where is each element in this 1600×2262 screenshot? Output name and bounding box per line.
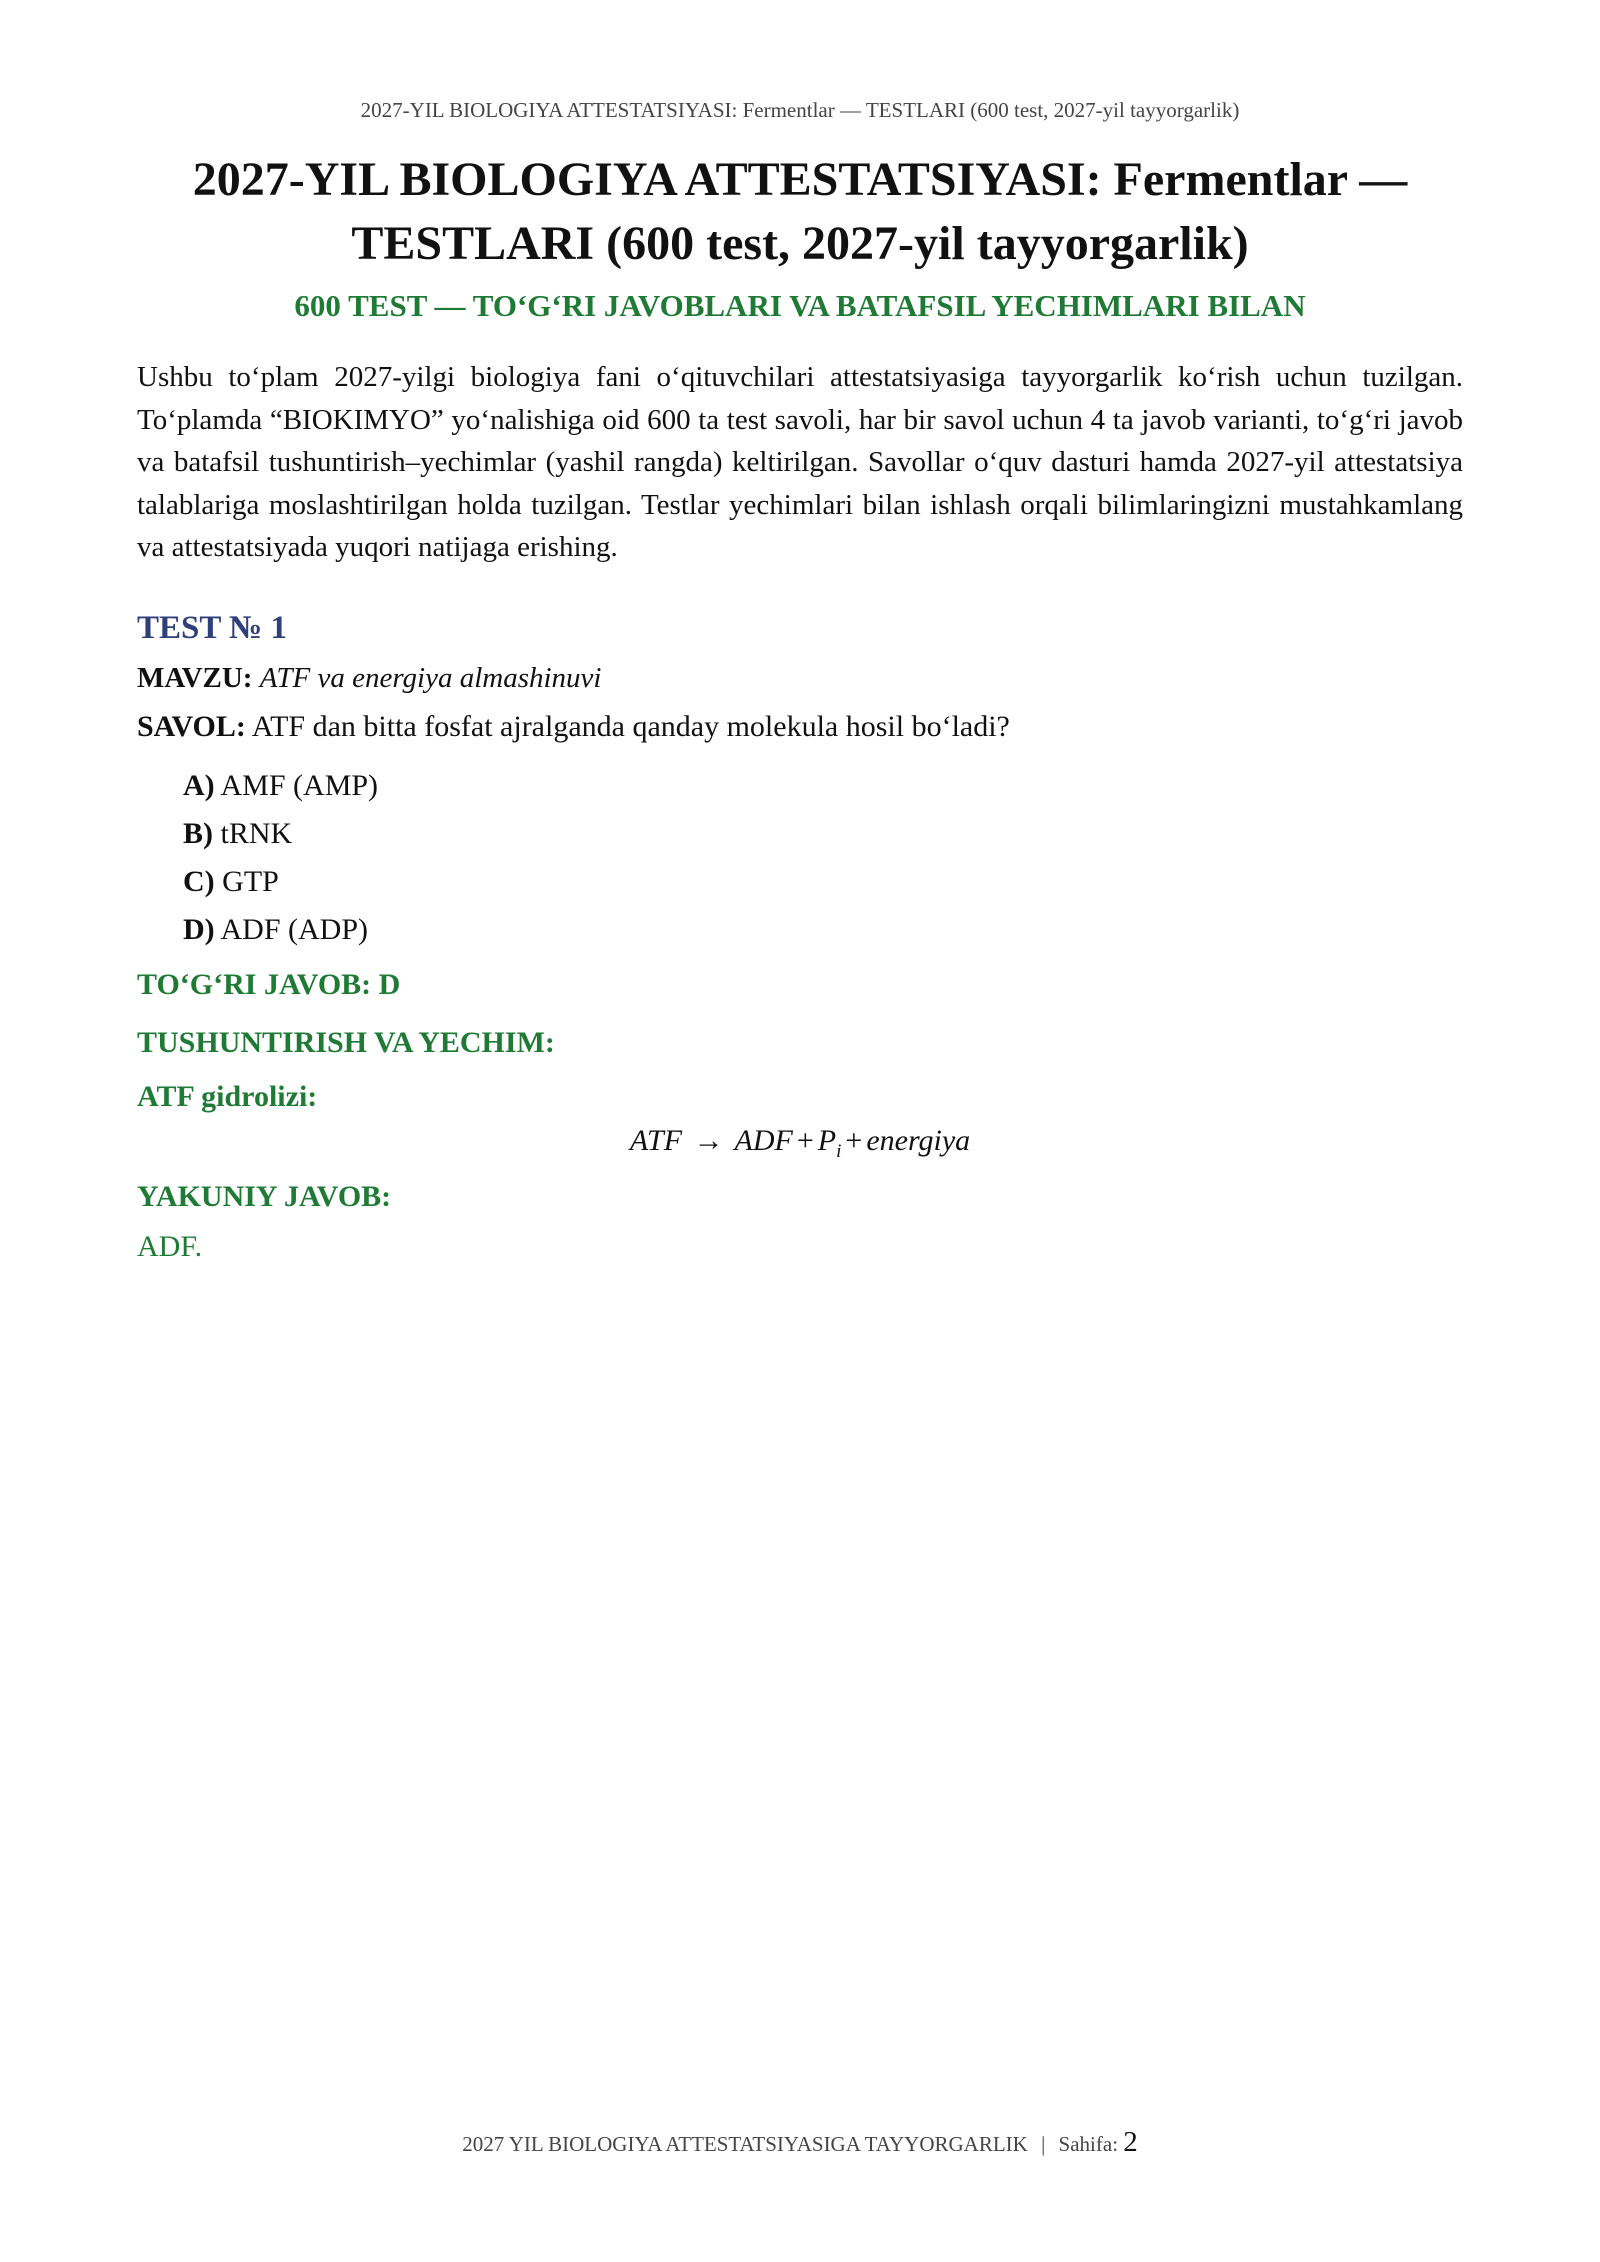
- footer-separator: |: [1041, 2132, 1046, 2156]
- option-text: AMF (AMP): [220, 769, 379, 802]
- option-text: tRNK: [220, 817, 293, 850]
- hydrolysis-formula: [0, 1124, 1600, 1163]
- formula-product-adf: ADF: [734, 1124, 793, 1157]
- intro-paragraph: Ushbu to‘plam 2027-yilgi biologiya fani o‘qituvchilari attestatsiyasiga tayyorgarlik ko‘rish uchun tuzilgan. To‘plamda “BIOKIMYO” yo‘nalishiga oid 600 ta test savoli, har bir savol uchun 4 ta javob varianti, to‘g‘ri javob va batafsil tushuntirish–yechimlar (yashil rangda) keltirilgan. Savollar o‘quv dasturi hamda 2027-yil attestatsiya talablariga moslashtirilgan holda tuzilgan. Testlar yechimlari bilan ishlash orqali bilimlaringizni mustahkamlang va attestatsiyada yuqori natijaga erishing.: [137, 361, 1463, 563]
- option-text: ADF (ADP): [220, 913, 369, 946]
- correct-answer: TO‘G‘RI JAVOB: D: [137, 968, 401, 1001]
- footer-text: 2027 YIL BIOLOGIYA ATTESTATSIYASIGA TAYYORGARLIK: [462, 2132, 1028, 2156]
- topic-label: MAVZU:: [137, 662, 253, 694]
- question-text: ATF dan bitta fosfat ajralganda qanday molekula hosil bo‘ladi?: [251, 710, 1010, 743]
- page-number: 2: [1123, 2126, 1138, 2158]
- question-label: SAVOL:: [137, 710, 246, 743]
- formula-plus: +: [796, 1124, 814, 1157]
- formula-plus: +: [845, 1124, 863, 1157]
- option-letter: A): [183, 769, 215, 802]
- document-title: 2027-YIL BIOLOGIYA ATTESTATSIYASI: Fermentlar — TESTLARI (600 test, 2027-yil tayyorgarlik): [192, 153, 1408, 270]
- document-subtitle: 600 TEST — TO‘G‘RI JAVOBLARI VA BATAFSIL YECHIMLARI BILAN: [294, 288, 1306, 323]
- hydrolysis-heading: ATF gidrolizi:: [137, 1080, 318, 1113]
- formula-product-phosphate: P: [817, 1124, 837, 1157]
- test-number: TEST № 1: [137, 610, 287, 646]
- test-topic: [137, 662, 601, 695]
- option-text: GTP: [222, 865, 279, 898]
- formula-product-energy: energiya: [866, 1124, 971, 1157]
- final-answer-value: ADF.: [137, 1230, 203, 1263]
- option-a: [183, 768, 378, 816]
- final-answer-heading: YAKUNIY JAVOB:: [137, 1180, 392, 1213]
- explanation-heading: TUSHUNTIRISH VA YECHIM:: [137, 1026, 555, 1059]
- test-question: [137, 710, 1010, 744]
- option-c: [183, 864, 378, 912]
- option-letter: B): [183, 817, 213, 850]
- formula-reactant: ATF: [629, 1124, 683, 1157]
- answer-options: [183, 768, 378, 960]
- topic-value: ATF va energiya almashinuvi: [259, 662, 602, 694]
- formula-subscript: i: [836, 1141, 842, 1162]
- page-label: Sahifa:: [1058, 2132, 1119, 2156]
- option-letter: D): [183, 913, 215, 946]
- option-b: [183, 816, 378, 864]
- page-footer: [0, 2126, 1600, 2159]
- running-header: 2027-YIL BIOLOGIYA ATTESTATSIYASI: Fermentlar — TESTLARI (600 test, 2027-yil tayyorgarlik): [360, 98, 1240, 122]
- formula-arrow: →: [693, 1124, 724, 1157]
- option-d: [183, 912, 378, 960]
- option-letter: C): [183, 865, 215, 898]
